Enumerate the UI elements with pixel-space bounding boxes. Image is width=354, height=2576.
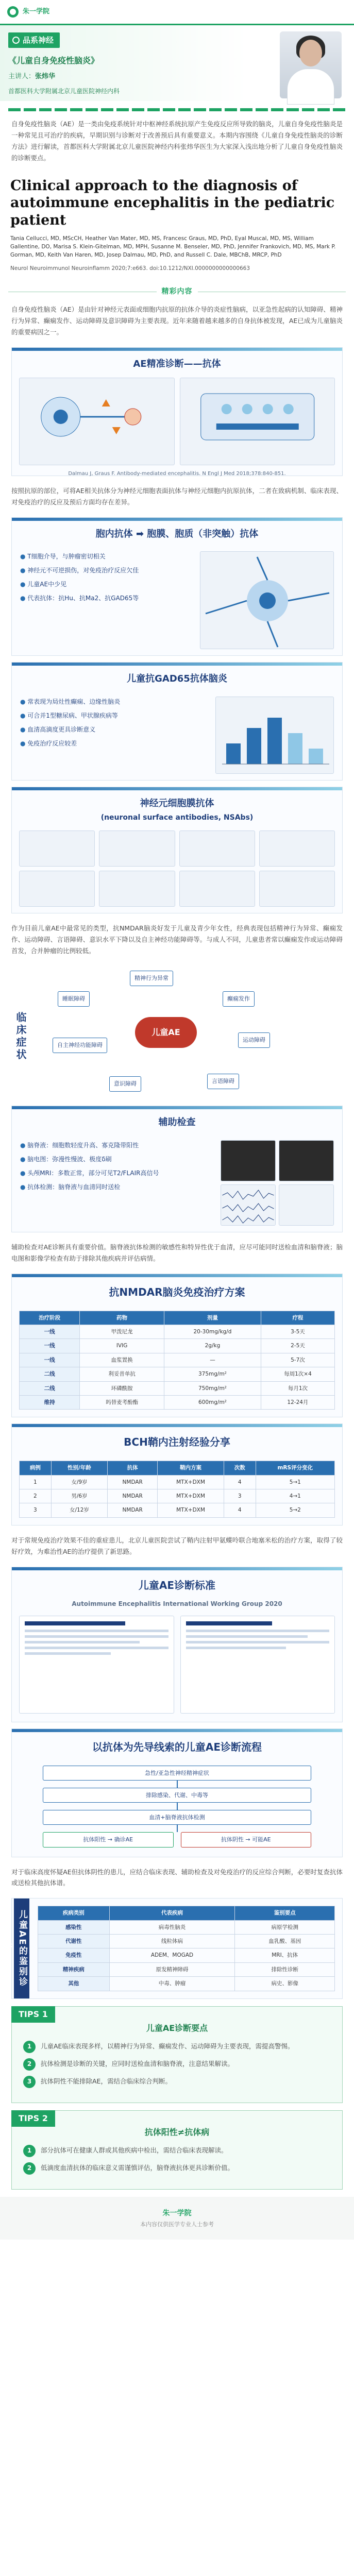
symptom-item: 自主神经功能障碍 — [53, 1038, 107, 1053]
mri-image — [221, 1140, 276, 1181]
table-cell: 3 — [224, 1489, 256, 1503]
table-row — [20, 1503, 335, 1517]
exam-images — [221, 1140, 334, 1226]
column-header: 剂量 — [164, 1311, 261, 1325]
tip-item — [23, 2145, 331, 2157]
table-cell: 利妥昔单抗 — [80, 1367, 164, 1381]
table-cell: 每周1次×4 — [261, 1367, 334, 1381]
table-cell: 感染性 — [38, 1920, 110, 1934]
slide-nmdar-treatment — [11, 1274, 343, 1418]
bullet: ● 可合并1型糖尿病、甲状腺疾病等 — [20, 710, 208, 721]
eeg-image — [221, 1184, 276, 1226]
table-cell: 线粒体病 — [109, 1935, 235, 1948]
table-cell: NMDAR — [108, 1503, 158, 1517]
table-row — [38, 1977, 335, 1991]
flow-arrow — [177, 1825, 178, 1832]
doc-line — [186, 1630, 330, 1632]
flow-arrow — [177, 1781, 178, 1788]
nsabs-grid — [12, 824, 342, 913]
table-cell: 5→2 — [256, 1503, 334, 1517]
table-cell: 3 — [20, 1503, 52, 1517]
table-cell: 20-30mg/kg/d — [164, 1325, 261, 1339]
table-cell: 二线 — [20, 1381, 80, 1395]
section-divider — [8, 285, 346, 298]
circle-icon — [12, 37, 20, 44]
tip-item — [23, 2058, 331, 2071]
tips-title: 抗体阳性≠抗体病 — [144, 2127, 210, 2137]
table-row — [20, 1381, 335, 1395]
symptom-item: 运动障碍 — [238, 1032, 270, 1047]
doc-line — [25, 1647, 168, 1649]
paper-title: Clinical approach to the diagnosis of autoimmune encephalitis in the pediatric patient — [10, 177, 335, 228]
paragraph-4: 辅助检查对AE诊断具有重要价值。脑脊液抗体检测的敏感性和特异性优于血清，应尽可能同时送检血清和脑脊液；脑电图和影像学检查有助于排除其他疾病并评估病情。 — [11, 1243, 343, 1262]
section-label: 精彩内容 — [161, 287, 193, 296]
column-badge — [8, 32, 60, 48]
nsabs-tile — [259, 871, 335, 907]
gad65-figure — [215, 697, 334, 774]
clinical-center: 儿童AE — [135, 1017, 197, 1048]
slide-differential — [2, 1898, 343, 1998]
host-org: 首都医科大学附属北京儿童医院神经内科 — [8, 87, 120, 95]
flow-branches — [43, 1832, 311, 1847]
nsabs-tile — [99, 871, 175, 907]
bullet: ● 常表现为局灶性癫痫、边缘性脑炎 — [20, 697, 208, 707]
host-name: 张炜华 — [35, 72, 56, 80]
table-cell: 4 — [224, 1503, 256, 1517]
bullet: ● 头颅MRI：多数正常，部分可见T2/FLAIR高信号 — [20, 1168, 213, 1179]
paper-block — [8, 172, 346, 278]
bullet: ● 抗体检测：脑脊液与血清同时送检 — [20, 1182, 213, 1193]
table-cell: MRI、抗体 — [235, 1948, 335, 1962]
nsabs-tile — [179, 871, 255, 907]
bullet: ● 代表抗体：抗Hu、抗Ma2、抗GAD65等 — [20, 593, 193, 604]
clinical-symptoms — [11, 965, 343, 1099]
table-cell: 600mg/m² — [164, 1395, 261, 1409]
tips-title: 儿童AE诊断要点 — [146, 2023, 208, 2033]
treatment-table — [19, 1311, 335, 1410]
eeg-trace — [221, 1185, 275, 1226]
mri-image — [279, 1140, 334, 1181]
table-row — [20, 1325, 335, 1339]
column-header: 鉴别要点 — [235, 1906, 335, 1920]
doc-line — [186, 1635, 308, 1638]
bullet: ● 脑脊液：细胞数轻度升高、寡克隆带阳性 — [20, 1140, 213, 1151]
footer — [0, 2197, 354, 2240]
table-header-row — [20, 1311, 335, 1325]
doc-lines — [20, 1616, 174, 1660]
flow-step: 抗体阴性 → 可能AE — [181, 1832, 312, 1847]
slide-title: 胞内抗体 ➡ 胞膜、胞质（非突触）抗体 — [95, 528, 259, 539]
table-cell: 病毒性脑炎 — [109, 1920, 235, 1934]
table-cell: 4 — [224, 1475, 256, 1489]
table-cell: 病史、影像 — [235, 1977, 335, 1991]
doc-lines — [181, 1616, 335, 1654]
bullet: ● 儿童AE中少见 — [20, 579, 193, 590]
doc-line — [25, 1635, 168, 1638]
tip-item — [23, 2162, 331, 2175]
slide-ae-criteria — [11, 1567, 343, 1722]
table-cell: 375mg/m² — [164, 1367, 261, 1381]
slide-title: 儿童AE诊断标准 — [138, 1579, 216, 1591]
tips-1 — [11, 2006, 343, 2103]
table-cell: MTX+DXM — [158, 1489, 224, 1503]
antibody-figure-right — [180, 378, 335, 465]
table-cell: NMDAR — [108, 1489, 158, 1503]
column-header: 疾病类别 — [38, 1906, 110, 1920]
criteria-document — [180, 1616, 335, 1714]
tips-badge: TIPS 1 — [11, 2006, 55, 2023]
doc-line — [25, 1621, 125, 1625]
slide-bch-intrathecal — [11, 1423, 343, 1526]
slide-figures — [12, 376, 342, 467]
symptom-item: 言语障碍 — [207, 1074, 239, 1089]
slide-title: BCH鞘内注射经验分享 — [124, 1436, 230, 1449]
table-cell: 代谢性 — [38, 1935, 110, 1948]
host-label: 主讲人： — [8, 72, 36, 80]
criteria-document — [19, 1616, 174, 1714]
table-cell: 女/12岁 — [51, 1503, 108, 1517]
column-header: mRS评分变化 — [256, 1461, 334, 1475]
diff-table-wrap — [30, 1899, 342, 1998]
table-cell: ADEM、MOGAD — [109, 1948, 235, 1962]
table-cell: 中毒、肿瘤 — [109, 1977, 235, 1991]
flow-step: 排除感染、代谢、中毒等 — [43, 1788, 311, 1803]
table-row — [38, 1935, 335, 1948]
tip-number: 2 — [23, 2162, 36, 2175]
table-row — [38, 1920, 335, 1934]
bullet: ● 血清高滴度更具诊断意义 — [20, 724, 208, 735]
doc-line — [25, 1652, 111, 1655]
nsabs-tile — [99, 831, 175, 867]
bch-table-wrap — [12, 1455, 342, 1525]
symptom-item: 癫痫发作 — [223, 991, 255, 1006]
doc-line — [186, 1621, 272, 1625]
table-cell: 维持 — [20, 1395, 80, 1409]
column-header: 代表疾病 — [109, 1906, 235, 1920]
avatar-coat — [287, 69, 334, 105]
tip-item — [23, 2041, 331, 2053]
doc-line — [25, 1641, 140, 1643]
table-cell: 环磷酰胺 — [80, 1381, 164, 1395]
table-cell: 其他 — [38, 1977, 110, 1991]
slide-title: 以抗体为先导线索的儿童AE诊断流程 — [92, 1740, 262, 1753]
slide-bullets — [20, 697, 208, 774]
table-cell: MTX+DXM — [158, 1475, 224, 1489]
footer-brand: 朱一学院 — [162, 2209, 192, 2217]
neuron-image — [200, 551, 334, 649]
tip-number: 1 — [23, 2145, 36, 2157]
tip-item — [23, 2076, 331, 2088]
paragraph-6: 对于临床高度怀疑AE但抗体阴性的患儿，应结合临床表现、辅助检查及对免疫治疗的反应综合判断，必要时复查抗体或送检其他抗体谱。 — [11, 1868, 343, 1887]
table-row — [20, 1475, 335, 1489]
flow-step: 血清+脑脊液抗体检测 — [43, 1810, 311, 1825]
bullet: ● 免疫治疗反应较差 — [20, 738, 208, 749]
bullet: ● 神经元不可逆损伤，对免疫治疗反应欠佳 — [20, 565, 193, 576]
table-row — [20, 1395, 335, 1409]
slide-body — [12, 1134, 342, 1232]
brand-logo-icon — [7, 6, 19, 18]
flow-step: 抗体阳性 → 确诊AE — [43, 1832, 174, 1847]
criteria-pages — [12, 1609, 342, 1722]
slide-intracellular-antibody — [11, 517, 343, 656]
paragraph-2: 按照抗原的部位，可将AE相关抗体分为神经元细胞表面抗体与神经元细胞内抗原抗体，二者在致病机制、临床表现、对免疫治疗的反应及预后方面均存在差异。 — [11, 487, 343, 506]
table-cell: 吗替麦考酚酯 — [80, 1395, 164, 1409]
column-header: 鞘内方案 — [158, 1461, 224, 1475]
clinical-label: 临床症状 — [14, 1012, 27, 1062]
flow-arrow — [177, 1803, 178, 1810]
clinical-ring — [53, 971, 338, 1094]
flow-step: 急性/亚急性神经精神症状 — [43, 1766, 311, 1781]
table-cell: 血乳酸、基因 — [235, 1935, 335, 1948]
tips-badge: TIPS 2 — [11, 2110, 55, 2127]
differential-label: 儿童AE的鉴别诊断 — [14, 1899, 29, 1998]
table-cell: 5→1 — [256, 1475, 334, 1489]
table-cell: 病原学检测 — [235, 1920, 335, 1934]
series-title: 《儿童自身免疫性脑炎》 — [8, 55, 99, 65]
table-cell: 免疫性 — [38, 1948, 110, 1962]
csf-image — [279, 1184, 334, 1226]
differential-table — [38, 1906, 335, 1991]
slide-diagnostic-flow — [11, 1728, 343, 1857]
table-cell: 3-5天 — [261, 1325, 334, 1339]
slide-body — [12, 545, 342, 655]
paper-journal: Neurol Neuroimmunol Neuroinflamm 2020;7:e663. doi:10.1212/NXI.0000000000000663 — [10, 265, 250, 272]
slide-title: 儿童抗GAD65抗体脑炎 — [127, 673, 227, 685]
treatment-table-wrap — [12, 1306, 342, 1417]
doc-line — [186, 1641, 330, 1643]
table-cell: 4→1 — [256, 1489, 334, 1503]
table-row — [38, 1962, 335, 1976]
nsabs-tile — [19, 831, 95, 867]
table-cell: 5-7次 — [261, 1353, 334, 1367]
column-header: 抗体 — [108, 1461, 158, 1475]
table-cell: 750mg/m² — [164, 1381, 261, 1395]
table-cell: 12-24月 — [261, 1395, 334, 1409]
speaker-photo — [280, 31, 342, 98]
bullet: ● T细胞介导，与肿瘤密切相关 — [20, 551, 193, 562]
slide-title: 抗NMDAR脑炎免疫治疗方案 — [109, 1285, 245, 1298]
tip-text: 抗体阴性不能排除AE，需结合临床综合判断。 — [41, 2077, 172, 2085]
symptom-item: 精神行为异常 — [130, 971, 173, 986]
column-label: 品系神经 — [23, 36, 54, 45]
table-header-row — [38, 1906, 335, 1920]
table-cell: IVIG — [80, 1339, 164, 1353]
tip-text: 部分抗体可在健康人群或其他疾病中检出，需结合临床表现解读。 — [41, 2146, 228, 2154]
doc-line — [186, 1647, 286, 1649]
column-header: 病例 — [20, 1461, 52, 1475]
column-header: 药物 — [80, 1311, 164, 1325]
footer-note: 本内容仅供医学专业人士参考 — [140, 2221, 214, 2228]
table-cell: 1 — [20, 1475, 52, 1489]
table-cell: 精神疾病 — [38, 1962, 110, 1976]
table-cell: — — [164, 1353, 261, 1367]
synapse-diagram — [180, 378, 335, 455]
table-cell: 甲泼尼龙 — [80, 1325, 164, 1339]
slide-gad65 — [11, 662, 343, 781]
slide-nsabs — [11, 787, 343, 913]
table-row — [20, 1367, 335, 1381]
symptom-item: 意识障碍 — [109, 1076, 141, 1091]
table-cell: 一线 — [20, 1325, 80, 1339]
paragraph-5: 对于常规免疫治疗效果不佳的重症患儿，北京儿童医院尝试了鞘内注射甲氨蝶呤联合地塞米松的治疗方案，取得了较好疗效，为难治性AE的治疗提供了新思路。 — [11, 1536, 343, 1555]
tip-number: 1 — [23, 2041, 36, 2053]
table-cell: 一线 — [20, 1339, 80, 1353]
flowchart — [12, 1760, 342, 1857]
tip-text: 儿童AE临床表现多样，以精神行为异常、癫痫发作、运动障碍为主要表现，需提高警惕。 — [41, 2042, 294, 2050]
table-row — [20, 1353, 335, 1367]
table-cell: 一线 — [20, 1353, 80, 1367]
slide-bullets — [20, 1140, 213, 1226]
table-cell: 女/9岁 — [51, 1475, 108, 1489]
tip-text: 低滴度血清抗体的临床意义需谨慎评估，脑脊液抗体更具诊断价值。 — [41, 2163, 234, 2172]
bch-table — [19, 1461, 335, 1518]
column-header: 疗程 — [261, 1311, 334, 1325]
column-header: 次数 — [224, 1461, 256, 1475]
bullet: ● 脑电图：弥漫性慢波、极度δ刷 — [20, 1154, 213, 1165]
slide-body — [12, 690, 342, 780]
slide-bullets — [20, 551, 193, 649]
symptom-item: 睡眠障碍 — [58, 991, 90, 1006]
slide-auxiliary-exams — [11, 1106, 343, 1232]
table-header-row — [20, 1461, 335, 1475]
slide-ae-antibody — [11, 347, 343, 476]
neuron-illustration — [200, 552, 334, 650]
gad65-chart-illustration — [216, 697, 334, 774]
table-cell: 每月1次 — [261, 1381, 334, 1395]
neuron-diagram — [20, 378, 174, 455]
table-cell: MTX+DXM — [158, 1503, 224, 1517]
tip-number: 3 — [23, 2076, 36, 2088]
table-row — [20, 1489, 335, 1503]
doc-line — [25, 1630, 168, 1632]
slide-title: 神经元细胞膜抗体 — [140, 798, 214, 809]
brand-name: 朱一学院 — [23, 7, 50, 15]
slide-title: AE精准诊断——抗体 — [133, 359, 221, 370]
table-cell: 男/6岁 — [51, 1489, 108, 1503]
nsabs-tile — [19, 871, 95, 907]
paper-authors: Tania Cellucci, MD, MScCH, Heather Van Mater, MD, MS, Francesc Graus, MD, PhD, Eyal Muscal, MD, MS, William Gallentine, DO, Marisa S. Klein-Gitelman, MD, MPH, Susanne M. Benseler, MD, PhD, Jennifer Frankovich, MD, MS, Mark P. Gorman, MD, Keith Van Haren, MD, Josep Dalmau, MD, PhD, and Russell C. Dale, MBChB, MRCP, PhD — [10, 235, 336, 259]
table-row — [38, 1948, 335, 1962]
decorative-divider — [8, 108, 346, 111]
paragraph-1: 自身免疫性脑炎（AE）是由针对神经元表面或细胞内抗原的抗体介导的炎症性脑病，以亚急性起病的认知障碍、精神行为异常、癫痫发作、运动障碍及意识障碍为主要表现。近年来随着越来越多的自身抗体被发现，AE已成为儿童脑炎的重要病因之一。 — [11, 306, 343, 336]
nsabs-tile — [259, 831, 335, 867]
table-cell: 2-5天 — [261, 1339, 334, 1353]
column-header: 治疗阶段 — [20, 1311, 80, 1325]
table-cell: 血浆置换 — [80, 1353, 164, 1367]
column-header: 性别/年龄 — [51, 1461, 108, 1475]
avatar-head — [299, 40, 322, 66]
tip-text: 抗体检测是诊断的关键，应同时送检血清和脑脊液，注意结果解读。 — [41, 2059, 234, 2067]
slide-title: 辅助检查 — [158, 1117, 196, 1128]
table-cell: 排除性诊断 — [235, 1962, 335, 1976]
tips-2 — [11, 2110, 343, 2190]
paragraph-3: 作为目前儿童AE中最常见的类型，抗NMDAR脑炎好发于儿童及青少年女性，经典表现包括精神行为异常、癫痫发作、运动障碍、言语障碍、意识水平下降以及自主神经功能障碍等。与成人不同，儿童患者常以癫痫发作或运动障碍首发，合并肿瘤的比例较低。 — [11, 924, 343, 955]
table-cell: NMDAR — [108, 1475, 158, 1489]
table-row — [20, 1339, 335, 1353]
slide-source: Autoimmune Encephalitis International Working Group 2020 — [72, 1600, 282, 1607]
table-cell: 原发精神障碍 — [109, 1962, 235, 1976]
slide-subtitle: (neuronal surface antibodies, NSAbs) — [100, 814, 254, 822]
table-cell: 2g/kg — [164, 1339, 261, 1353]
intro-paragraph: 自身免疫性脑炎（AE）是一类由免疫系统针对中枢神经系统抗原产生免疫反应所导致的脑炎，儿童自身免疫性脑炎是一种常见且可治疗的疾病，早期识别与诊断对于改善预后具有重要意义。本期内容围绕《儿童自身免疫性脑炎的诊断方法》进行解读，首都医科大学附属北京儿童医院神经内科张炜华医生为大家深入浅出地分析了儿童自身免疫性脑炎的诊断要点。 — [11, 120, 343, 162]
antibody-figure-left — [19, 378, 175, 465]
table-cell: 二线 — [20, 1367, 80, 1381]
nsabs-tile — [179, 831, 255, 867]
top-bar — [0, 0, 354, 24]
tip-number: 2 — [23, 2058, 36, 2071]
slide-citation: Dalmau J, Graus F. Antibody-mediated encephalitis. N Engl J Med 2018;378:840-851. — [68, 470, 286, 477]
speaker-header — [0, 24, 354, 101]
table-cell: 2 — [20, 1489, 52, 1503]
